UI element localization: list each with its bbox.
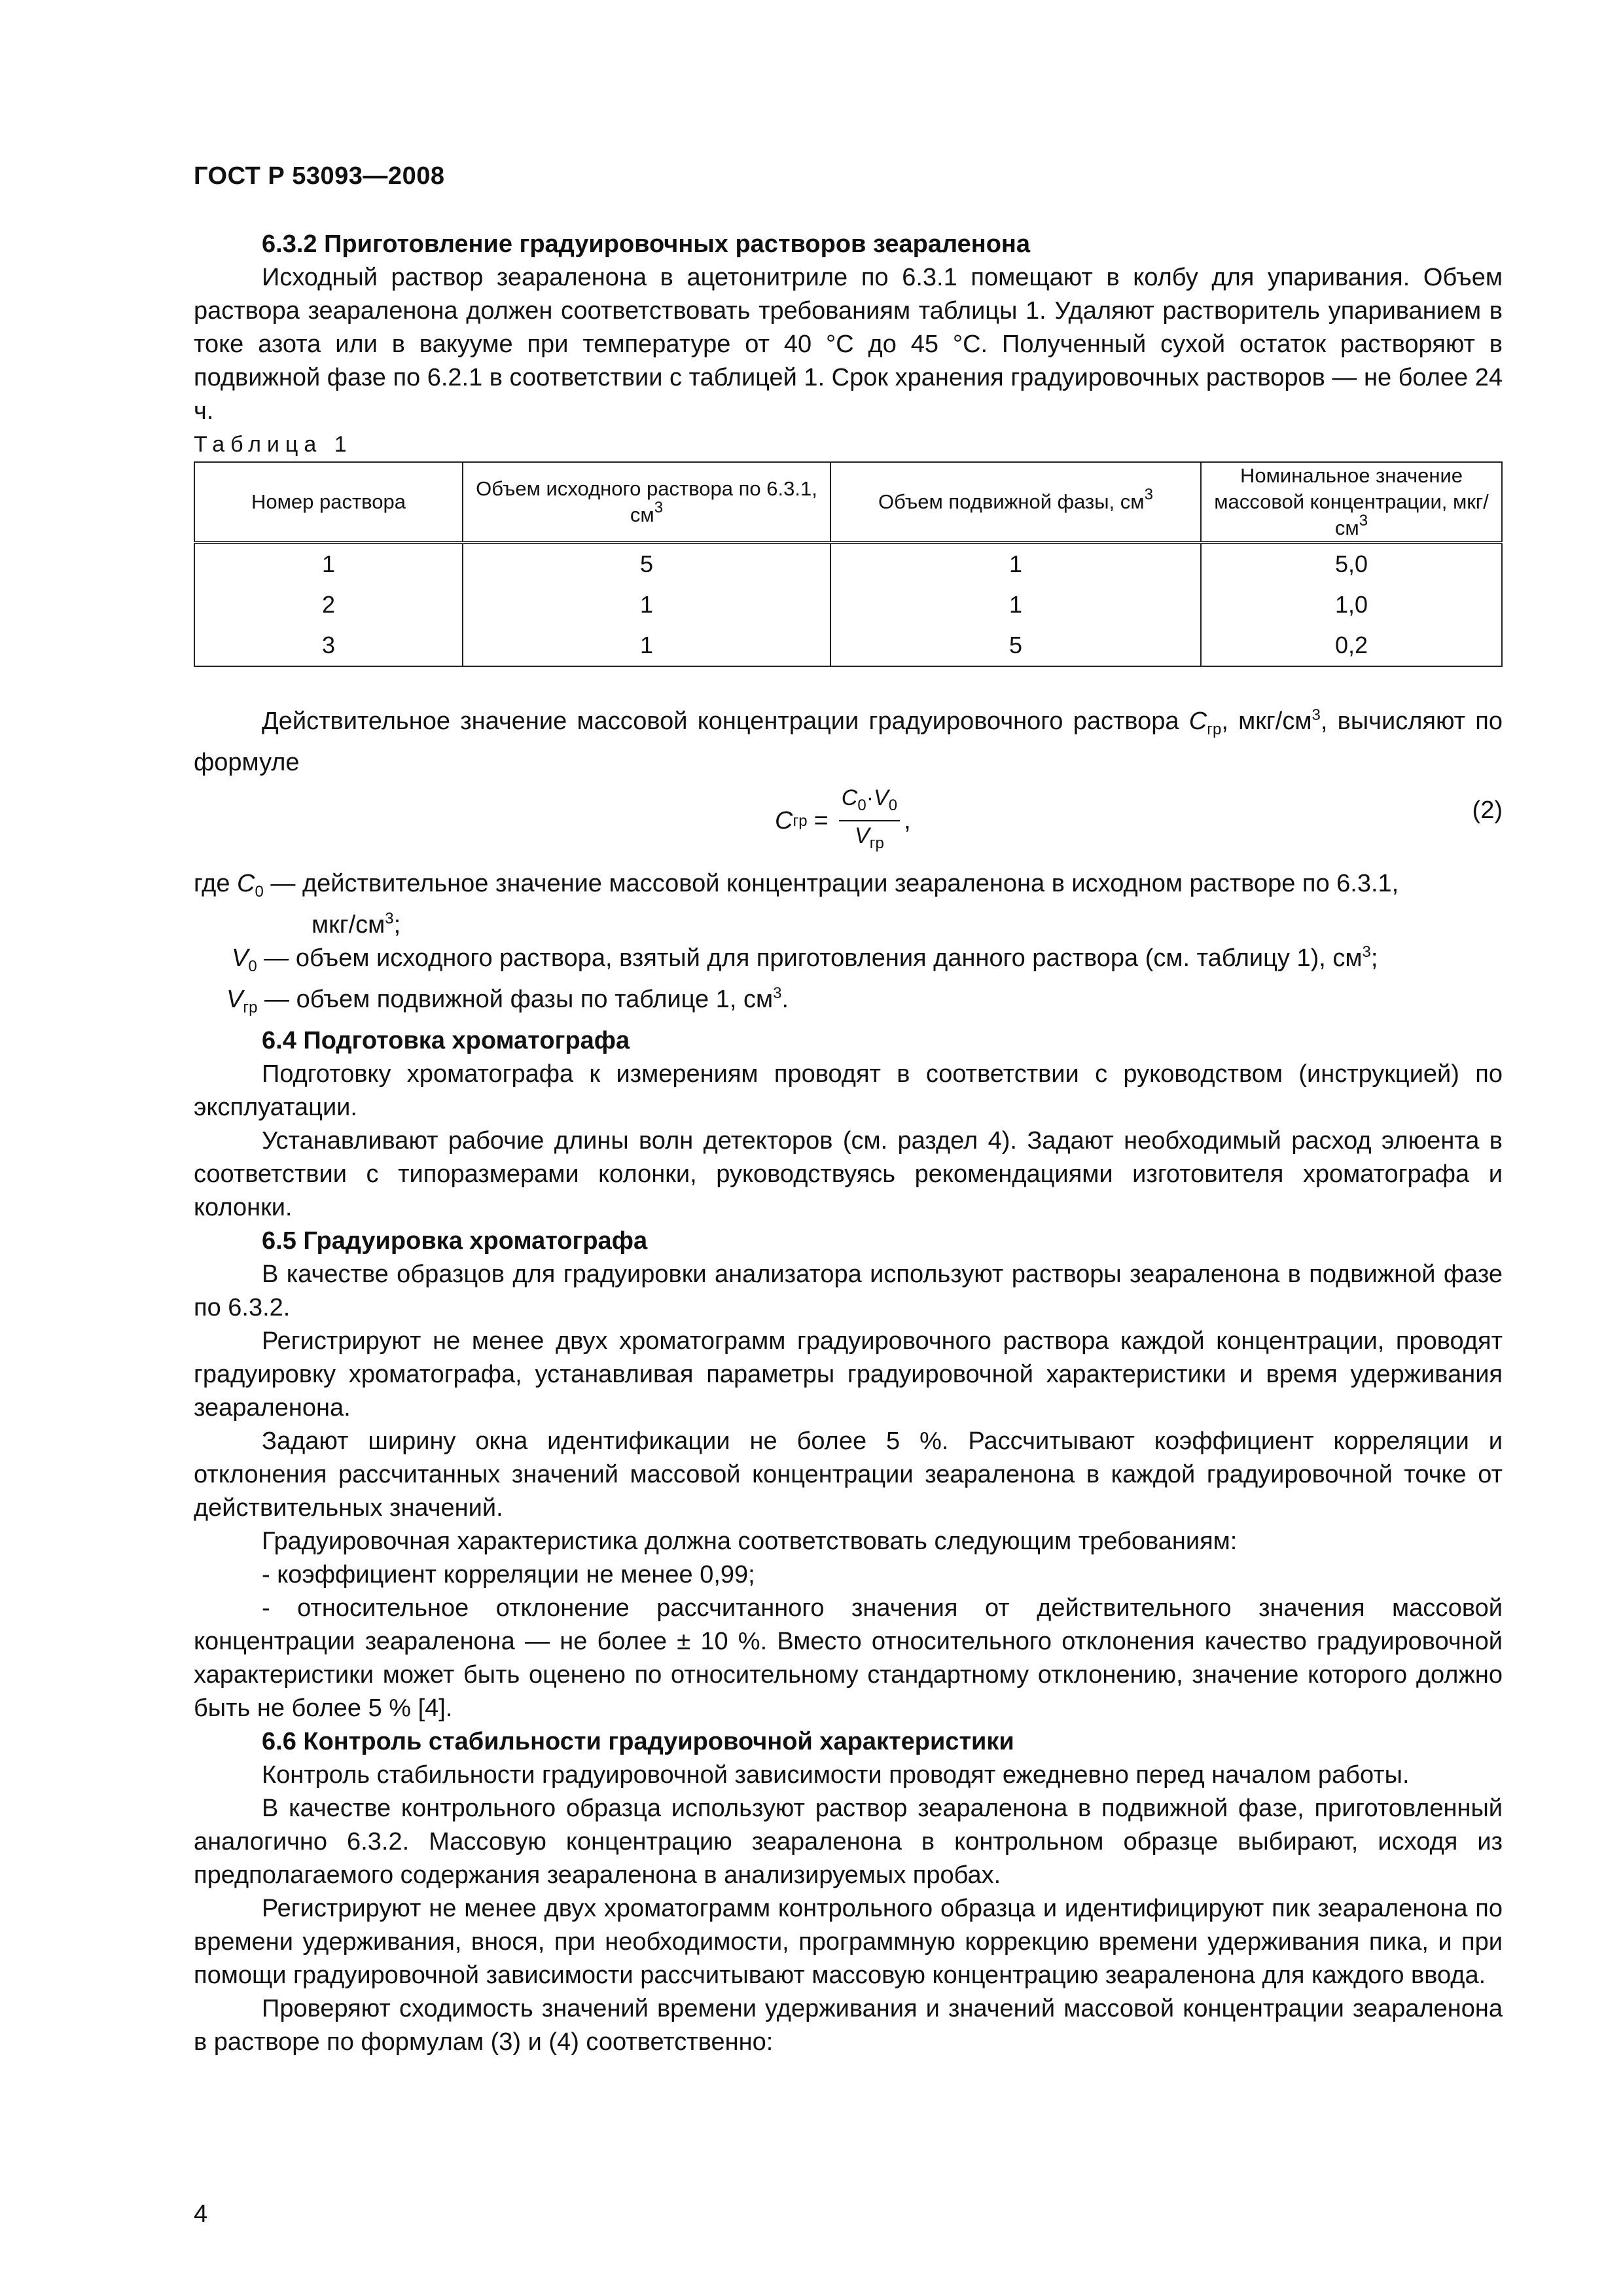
table-cell: 1 bbox=[830, 584, 1201, 625]
table-row bbox=[194, 625, 1502, 666]
list-item: - относительное отклонение рассчитанного значения от действительного значения массовой концентрации зеараленона — не более ± 10 %. Вместо относительного отклонения качество градуировочной характеристики может быть оценено по относительному стандартному отклонению, значение которого должно быть не более 5 % [4]. bbox=[194, 1594, 1503, 1722]
table-cell: 2 bbox=[194, 584, 463, 625]
section-title-6-5: 6.5 Градуировка хроматографа bbox=[262, 1227, 648, 1255]
table-cell: 3 bbox=[194, 625, 463, 666]
table-row bbox=[194, 584, 1502, 625]
paragraph: Исходный раствор зеараленона в ацетонитриле по 6.3.1 помещают в колбу для упаривания. Объем раствора зеараленона должен соответствовать требованиям таблицы 1. Удаляют растворитель упариванием в токе азота или в вакууме при температуре от 40 °С до 45 °С. Полученный сухой остаток растворяют в подвижной фазе по 6.2.1 в соответствии с таблицей 1. Срок хранения градуировочных растворов — не более 24 ч. bbox=[194, 264, 1503, 425]
table-cell: 1 bbox=[830, 543, 1201, 584]
paragraph: Устанавливают рабочие длины волн детекторов (см. раздел 4). Задают необходимый расход элюента в соответствии с типоразмерами колонки, руководствуясь рекомендациями изготовителя хроматографа и колонки. bbox=[194, 1127, 1503, 1221]
where-c0-unit: мкг/$см^3$; bbox=[312, 910, 401, 939]
table-cell: 1,0 bbox=[1201, 584, 1502, 625]
section-title-6-3-2: 6.3.2 Приготовление градуировочных растворов зеараленона bbox=[262, 230, 1030, 258]
formula-fraction: $\frac{C_0\cdot V_0}{V_{гр}}$ bbox=[839, 783, 900, 858]
section-title-6-6: 6.6 Контроль стабильности градуировочной характеристики bbox=[262, 1728, 1014, 1755]
table-header-cell: Объем исходного раствора по 6.3.1, $см^3$ bbox=[463, 462, 830, 543]
table-header-cell: Номер раствора bbox=[194, 462, 463, 543]
table-header-cell: Номинальное значение массовой концентрации, мкг/$см^3$ bbox=[1201, 462, 1502, 543]
paragraph: Подготовку хроматографа к измерениям проводят в соответствии с руководством (инструкцией) по эксплуатации. bbox=[194, 1060, 1503, 1121]
table-cell: 1 bbox=[463, 625, 830, 666]
formula-intro: Действительное значение массовой концентрации градуировочного раствора $C_{гр}$, мкг/$см^3$, вычисляют по формуле bbox=[194, 706, 1503, 776]
table-cell: 5 bbox=[463, 543, 830, 584]
paragraph: В качестве образцов для градуировки анализатора используют растворы зеараленона в подвижной фазе по 6.3.2. bbox=[194, 1261, 1503, 1321]
formula-2 bbox=[194, 783, 1503, 861]
paragraph: Проверяют сходимость значений времени удерживания и значений массовой концентрации зеараленона в растворе по формулам (3) и (4) соответственно: bbox=[194, 1995, 1503, 2056]
table-1 bbox=[194, 461, 1503, 667]
paragraph: Задают ширину окна идентификации не более 5 %. Рассчитывают коэффициент корреляции и отклонения рассчитанных значений массовой концентрации зеараленона в каждой градуировочной точке от действительных значений. bbox=[194, 1427, 1503, 1522]
document-body bbox=[194, 228, 1503, 2059]
paragraph: Регистрируют не менее двух хроматограмм градуировочного раствора каждой концентрации, проводят градуировку хроматографа, устанавливая параметры градуировочной характеристики и время удерживания зеараленона. bbox=[194, 1327, 1503, 1422]
table-cell: 1 bbox=[463, 584, 830, 625]
table-cell: 0,2 bbox=[1201, 625, 1502, 666]
table-caption: Таблица 1 bbox=[194, 432, 353, 457]
where-c0: где $C_0$ — действительное значение массовой концентрации зеараленона в исходном растворе по 6.3.1, bbox=[194, 870, 1399, 901]
table-row bbox=[194, 543, 1502, 584]
list-item: - коэффициент корреляции не менее 0,99; bbox=[262, 1561, 755, 1588]
table-header-cell: Объем подвижной фазы, $см^3$ bbox=[830, 462, 1201, 543]
where-vgr: $V_{гр}$ — объем подвижной фазы по таблице 1, $см^3$. bbox=[226, 984, 789, 1016]
table-cell: 5,0 bbox=[1201, 543, 1502, 584]
paragraph: Регистрируют не менее двух хроматограмм контрольного образца и идентифицируют пик зеараленона по времени удерживания, внося, при необходимости, программную коррекцию времени удерживания пика, и при помощи градуировочной зависимости рассчитывают массовую концентрацию зеараленона для каждого ввода. bbox=[194, 1895, 1503, 1989]
formula-expression: C гр = $\frac{C_0\cdot V_0}{V_{гр}}$ , bbox=[775, 783, 911, 858]
formula-number: (2) bbox=[1472, 797, 1503, 824]
table-cell: 5 bbox=[830, 625, 1201, 666]
page-number: 4 bbox=[194, 2200, 208, 2228]
paragraph: В качестве контрольного образца используют раствор зеараленона в подвижной фазе, приготовленный аналогично 6.3.2. Массовую концентрацию зеараленона в контрольном образце выбирают, исходя из предполагаемого содержания зеараленона в анализируемых пробах. bbox=[194, 1795, 1503, 1889]
paragraph: Контроль стабильности градуировочной зависимости проводят ежедневно перед началом работы. bbox=[262, 1761, 1410, 1789]
document-header: ГОСТ Р 53093—2008 bbox=[194, 162, 445, 190]
where-v0: $V_0$ — объем исходного раствора, взятый для приготовления данного раствора (см. таблицу 1), $см^3$; bbox=[232, 943, 1378, 975]
table-cell: 1 bbox=[194, 543, 463, 584]
section-title-6-4: 6.4 Подготовка хроматографа bbox=[262, 1027, 630, 1054]
table-header-row bbox=[194, 462, 1502, 543]
paragraph: Градуировочная характеристика должна соответствовать следующим требованиям: bbox=[262, 1528, 1238, 1555]
